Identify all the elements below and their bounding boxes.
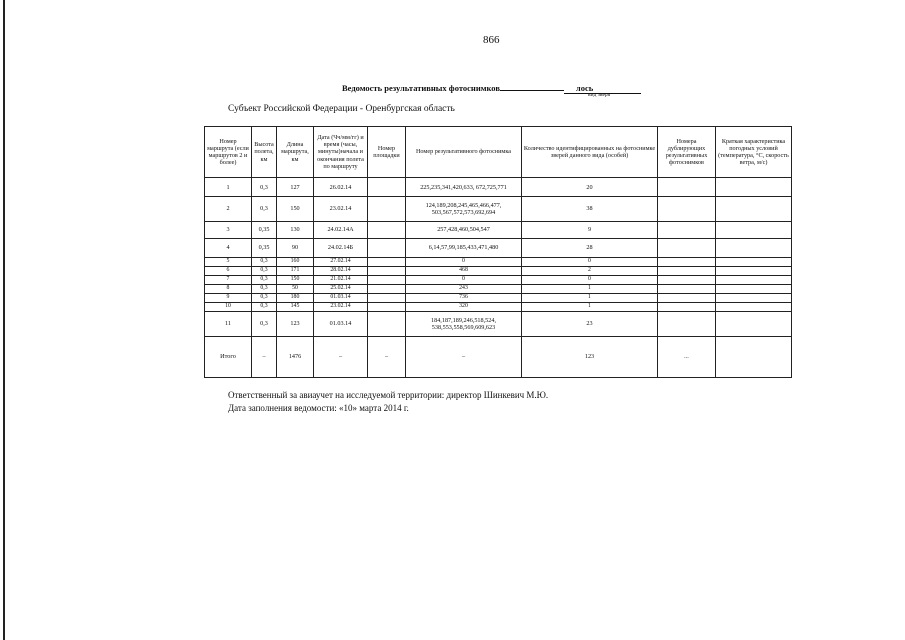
table-row — [205, 267, 792, 276]
table-cell: 6,14,57,99,185,433,471,480 — [406, 238, 522, 257]
table-row — [205, 294, 792, 303]
species-name: лось — [564, 83, 641, 94]
table-cell: 0,3 — [252, 276, 277, 285]
page-edge-rule — [3, 0, 5, 640]
table-cell: 150 — [277, 197, 314, 222]
table-cell: 736 — [406, 294, 522, 303]
table-cell — [368, 312, 406, 337]
table-cell: 468 — [406, 267, 522, 276]
table-cell — [716, 267, 792, 276]
table-cell — [716, 294, 792, 303]
total-cell: 1476 — [277, 337, 314, 378]
header-route-number: Номер маршрута (если маршрутов 2 и более) — [205, 127, 252, 178]
table-cell: 160 — [277, 258, 314, 267]
header-photo-number: Номер результативного фотоснимка — [406, 127, 522, 178]
table-cell: 28 — [522, 238, 658, 257]
responsible-person: Ответственный за авиаучет на исследуемой территории: директор Шинкевич М.Ю. — [228, 390, 549, 400]
header-route-length: Длина маршрута, км — [277, 127, 314, 178]
total-cell — [716, 337, 792, 378]
table-row — [205, 178, 792, 197]
total-cell: ... — [658, 337, 716, 378]
table-cell: 0 — [406, 276, 522, 285]
table-header-row — [205, 127, 792, 178]
table-cell: 0,3 — [252, 267, 277, 276]
table-cell: 27.02.14 — [314, 258, 368, 267]
table-cell: 0,3 — [252, 312, 277, 337]
table-cell: 21.02.14 — [314, 276, 368, 285]
table-cell: 2 — [205, 197, 252, 222]
table-cell: 127 — [277, 178, 314, 197]
table-cell: 0 — [522, 276, 658, 285]
header-animal-count: Количество идентифицированных на фотоснимке зверей данного вида (особей) — [522, 127, 658, 178]
table-cell: 0,35 — [252, 221, 277, 238]
table-cell: 0,3 — [252, 285, 277, 294]
table-cell — [658, 238, 716, 257]
table-cell: 1 — [522, 294, 658, 303]
total-cell: 123 — [522, 337, 658, 378]
table-cell — [658, 285, 716, 294]
table-cell: 145 — [277, 303, 314, 312]
table-cell: 01.03.14 — [314, 294, 368, 303]
table-cell — [658, 221, 716, 238]
table-cell — [368, 197, 406, 222]
table-cell: 0,3 — [252, 258, 277, 267]
table-cell — [368, 303, 406, 312]
table-cell — [716, 197, 792, 222]
table-cell: 0,35 — [252, 238, 277, 257]
species-caption: вид зверя — [588, 92, 611, 98]
table-cell: 124,189,208,245,465,466,477, 503,567,572,573,692,694 — [406, 197, 522, 222]
table-cell: 01.03.14 — [314, 312, 368, 337]
table-cell: 0,3 — [252, 197, 277, 222]
table-cell: 184,187,189,246,518,524, 538,553,558,569,609,623 — [406, 312, 522, 337]
table-row — [205, 303, 792, 312]
table-cell: 24.02.14А — [314, 221, 368, 238]
table-cell — [716, 178, 792, 197]
table-cell — [716, 285, 792, 294]
table-cell: 2 — [522, 267, 658, 276]
table-cell: 20 — [522, 178, 658, 197]
title-text: Ведомость результативных фотоснимков — [342, 83, 500, 93]
table-cell: 0 — [522, 258, 658, 267]
table-cell: 3 — [205, 221, 252, 238]
table-cell: 26.02.14 — [314, 178, 368, 197]
table-row — [205, 238, 792, 257]
fill-date: Дата заполнения ведомости: «10» марта 2014 г. — [228, 403, 409, 413]
page-number: 866 — [483, 34, 500, 46]
title-blank — [500, 82, 564, 91]
table-row — [205, 276, 792, 285]
table-cell: 9 — [522, 221, 658, 238]
table-cell: 171 — [277, 267, 314, 276]
table-cell: 180 — [277, 294, 314, 303]
table-cell — [658, 276, 716, 285]
table-cell: 38 — [522, 197, 658, 222]
table-cell: 1 — [522, 285, 658, 294]
total-cell: – — [368, 337, 406, 378]
table-cell — [716, 312, 792, 337]
table-row — [205, 197, 792, 222]
header-date-time: Дата (Чч/мм/гг) и время (часы, минуты)начала и окончания полета по маршруту — [314, 127, 368, 178]
table-row — [205, 285, 792, 294]
header-flight-height: Высота полета, км — [252, 127, 277, 178]
table-cell: 8 — [205, 285, 252, 294]
table-cell — [368, 276, 406, 285]
table-cell — [658, 258, 716, 267]
table-cell — [716, 238, 792, 257]
table-cell: 257,428,460,504,547 — [406, 221, 522, 238]
table-cell: 0,3 — [252, 294, 277, 303]
table-cell: 0,3 — [252, 303, 277, 312]
table-cell: 23.02.14 — [314, 197, 368, 222]
table-cell — [658, 312, 716, 337]
table-cell: 150 — [277, 276, 314, 285]
table-cell — [658, 303, 716, 312]
table-cell — [716, 258, 792, 267]
table-cell: 24.02.14Б — [314, 238, 368, 257]
header-weather: Краткая характеристика погодных условий (температура, °С, скорость ветра, м/с) — [716, 127, 792, 178]
table-cell: 23 — [522, 312, 658, 337]
table-cell — [658, 197, 716, 222]
subject-line: Субъект Российской Федерации - Оренбургская область — [228, 104, 455, 114]
table-cell: 23.02.14 — [314, 303, 368, 312]
table-cell: 130 — [277, 221, 314, 238]
table-cell — [368, 294, 406, 303]
table-cell: 7 — [205, 276, 252, 285]
table-cell: 9 — [205, 294, 252, 303]
total-cell: Итого — [205, 337, 252, 378]
table-cell: 10 — [205, 303, 252, 312]
table-cell: 123 — [277, 312, 314, 337]
table-cell — [658, 294, 716, 303]
table-cell — [716, 221, 792, 238]
table-cell: 6 — [205, 267, 252, 276]
table-row — [205, 312, 792, 337]
table-cell: 320 — [406, 303, 522, 312]
total-cell: – — [314, 337, 368, 378]
table-row — [205, 221, 792, 238]
table-cell: 50 — [277, 285, 314, 294]
table-total-row — [205, 337, 792, 378]
table-cell — [658, 178, 716, 197]
table-cell — [368, 238, 406, 257]
table-cell: 4 — [205, 238, 252, 257]
table-cell — [716, 303, 792, 312]
table-cell: 25.02.14 — [314, 285, 368, 294]
table-cell — [716, 276, 792, 285]
total-cell: – — [252, 337, 277, 378]
table-row — [205, 258, 792, 267]
table-cell: 0,3 — [252, 178, 277, 197]
header-plot-number: Номер площадки — [368, 127, 406, 178]
table-cell: 1 — [522, 303, 658, 312]
table-cell — [368, 267, 406, 276]
table-cell: 1 — [205, 178, 252, 197]
table-cell — [368, 178, 406, 197]
table-cell — [658, 267, 716, 276]
table-cell: 5 — [205, 258, 252, 267]
table-cell: 11 — [205, 312, 252, 337]
table-cell — [368, 285, 406, 294]
table-cell: 28.02.14 — [314, 267, 368, 276]
photos-table — [204, 126, 792, 378]
table-cell: 243 — [406, 285, 522, 294]
table-cell — [368, 221, 406, 238]
total-cell: – — [406, 337, 522, 378]
table-cell — [368, 258, 406, 267]
table-cell: 0 — [406, 258, 522, 267]
table-cell: 225,235,341,420,633, 672,725,771 — [406, 178, 522, 197]
header-duplicate-photos: Номера дублирующих результативных фотоснимков — [658, 127, 716, 178]
table-cell: 90 — [277, 238, 314, 257]
